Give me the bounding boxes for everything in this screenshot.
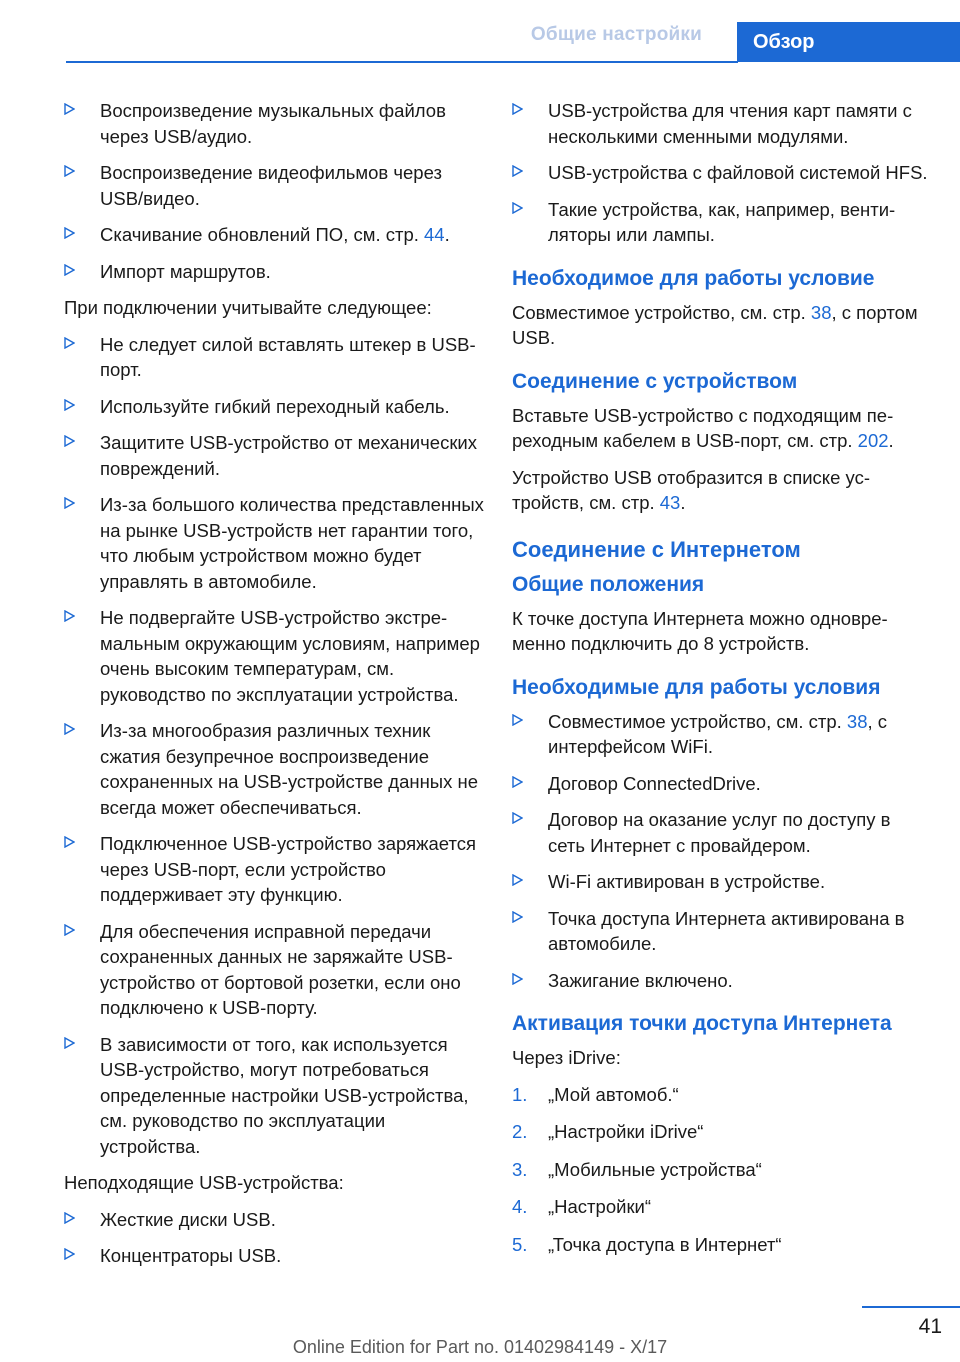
- bullet-triangle-icon: [64, 399, 75, 411]
- bullet-triangle-icon: [64, 227, 75, 239]
- page-link[interactable]: 43: [659, 492, 681, 513]
- paragraph-text: Вставьте USB-устройство с подходящим переходным кабелем в USB-порт, см. стр.: [512, 404, 894, 451]
- list-item: [64, 605, 484, 707]
- paragraph-text: .: [888, 430, 894, 451]
- section-title: Общие настройки: [530, 24, 702, 45]
- bullet-triangle-icon: [64, 723, 75, 735]
- page-header: [0, 0, 960, 62]
- page-link[interactable]: 38: [810, 301, 832, 323]
- list-item: [64, 718, 484, 820]
- list-item: [64, 332, 484, 383]
- page-link[interactable]: 44: [424, 224, 445, 245]
- paragraph-text: Устройство USB отобразится в списке устройств, см. стр.: [512, 466, 871, 513]
- paragraph-text: Совместимое устройство, см. стр.: [512, 301, 811, 323]
- step-number: 4.: [512, 1196, 528, 1217]
- page-number: 41: [918, 1315, 942, 1338]
- footer-rule: [862, 1306, 960, 1308]
- list-item-text: Скачивание обновлений ПО, см. стр.: [100, 224, 425, 245]
- bullet-triangle-icon: [64, 1212, 75, 1224]
- bullet-triangle-icon: [512, 812, 523, 824]
- section-heading: Соединение с Интернетом: [512, 536, 801, 562]
- list-item-text: USB-устройства с файловой системой HFS.: [548, 162, 928, 183]
- subheading: Соединение с устройством: [512, 369, 798, 393]
- list-item: [512, 771, 932, 797]
- list-item-text: Концентраторы USB.: [100, 1245, 282, 1266]
- list-item: [64, 222, 484, 248]
- bullet-triangle-icon: [64, 337, 75, 349]
- list-item-text: Из-за большого количества представленных на рынке USB-устройств нет гарантии того, что любым устройством можно будет управлять в автомобиле.: [100, 494, 484, 592]
- list-item-text: Договор ConnectedDrive.: [548, 772, 761, 794]
- paragraph: При подключении учитывайте следующее:: [64, 297, 432, 318]
- list-item-text: Из-за многообразия различных техник сжатия безупречное воспроизведение сохраненных на USB-устройстве данных не всегда может обеспечиваться.: [100, 720, 478, 818]
- bullet-triangle-icon: [512, 973, 523, 985]
- list-item-text: Защитите USB-устройство от механических повреждений.: [100, 432, 478, 479]
- subheading: Необходимое для работы условие: [512, 266, 875, 290]
- list-item: [512, 807, 932, 858]
- bullet-triangle-icon: [512, 911, 523, 923]
- paragraph-text: .: [680, 492, 686, 513]
- paragraph: Неподходящие USB-устройства:: [64, 1172, 344, 1193]
- page-link[interactable]: 38: [846, 710, 868, 732]
- list-item-text: Воспроизведение видеофильмов через USB/видео.: [100, 162, 442, 209]
- page-link[interactable]: 202: [857, 430, 889, 451]
- bullet-triangle-icon: [512, 103, 523, 115]
- list-item: [64, 394, 484, 420]
- list-item-text: Используйте гибкий переходный кабель.: [100, 395, 450, 417]
- bullet-triangle-icon: [64, 165, 75, 177]
- list-item: [512, 968, 932, 994]
- bullet-triangle-icon: [512, 874, 523, 886]
- list-item-text: Воспроизведение музыкальных файлов через USB/аудио.: [100, 100, 446, 147]
- list-item: [64, 259, 484, 285]
- list-item-text: Договор на оказание услуг по доступу в сеть Интернет с провайдером.: [548, 809, 891, 856]
- left-column: [64, 98, 484, 1280]
- bullet-triangle-icon: [64, 610, 75, 622]
- list-item: [64, 1032, 484, 1160]
- subheading: Общие положения: [512, 572, 705, 596]
- list-item: [512, 869, 932, 895]
- list-item-text: Не следует силой вставлять штекер в USB-порт.: [100, 333, 476, 380]
- list-item-text: Совместимое устройство, см. стр.: [548, 710, 847, 732]
- list-item: [512, 709, 932, 760]
- list-item-text: Подключенное USB-устройство заряжается через USB-порт, если устройство поддерживает эту функцию.: [100, 833, 477, 905]
- list-item: [512, 906, 932, 957]
- header-rule: [66, 61, 738, 63]
- step-number: 5.: [512, 1233, 528, 1255]
- bullet-triangle-icon: [64, 1037, 75, 1049]
- bullet-triangle-icon: [64, 836, 75, 848]
- bullet-triangle-icon: [64, 497, 75, 509]
- bullet-triangle-icon: [64, 103, 75, 115]
- list-item: [64, 919, 484, 1021]
- list-item-text: USB-устройства для чтения карт памяти с несколькими сменными модулями.: [548, 100, 912, 147]
- list-item-text: Wi-Fi активирован в устройстве.: [548, 871, 826, 892]
- list-item-text: Зажигание включено.: [548, 969, 733, 991]
- chapter-tab: Обзор: [737, 22, 960, 62]
- step-number: 1.: [512, 1083, 528, 1105]
- right-column: [512, 98, 932, 1269]
- list-item-text: Не подвергайте USB-устройство экстремальным окружающим условиям, например очень высоким температурам, см. руководство по эксплуатации устройства.: [100, 607, 480, 705]
- paragraph-text: , с портом USB.: [512, 301, 918, 348]
- list-item: [64, 160, 484, 211]
- subheading: Активация точки доступа Интернета: [512, 1012, 892, 1035]
- list-item: [512, 197, 932, 248]
- list-item: [512, 160, 932, 186]
- bullet-triangle-icon: [64, 435, 75, 447]
- numbered-step: [512, 1232, 932, 1258]
- list-item: [64, 430, 484, 481]
- paragraph: [512, 300, 932, 351]
- paragraph: Через iDrive:: [512, 1047, 621, 1068]
- list-item: [64, 98, 484, 149]
- list-item-text: Такие устройства, как, например, вентиляторы или лампы.: [548, 198, 896, 245]
- list-item-text: Жесткие диски USB.: [100, 1208, 276, 1230]
- bullet-triangle-icon: [64, 924, 75, 936]
- list-item: [64, 492, 484, 594]
- step-text: „Мой автомоб.“: [548, 1083, 679, 1105]
- list-item: [64, 1207, 484, 1233]
- subheading: Необходимые для работы условия: [512, 675, 881, 699]
- numbered-step: [512, 1082, 932, 1108]
- numbered-step: [512, 1119, 932, 1145]
- list-item: [512, 98, 932, 149]
- step-text: „Настройки iDrive“: [548, 1121, 704, 1142]
- numbered-step: [512, 1194, 932, 1220]
- list-item: [64, 831, 484, 908]
- bullet-triangle-icon: [512, 202, 523, 214]
- bullet-triangle-icon: [512, 714, 523, 726]
- list-item: [64, 1243, 484, 1269]
- paragraph: К точке доступа Интернета можно одновременно подключить до 8 устройств.: [512, 607, 888, 654]
- paragraph: [512, 465, 932, 516]
- bullet-triangle-icon: [64, 1248, 75, 1260]
- numbered-step: [512, 1157, 932, 1183]
- step-text: „Точка доступа в Интернет“: [548, 1233, 782, 1255]
- step-number: 3.: [512, 1158, 528, 1180]
- step-text: „Настройки“: [548, 1196, 652, 1217]
- list-item-text: Точка доступа Интернета активирована в автомобиле.: [548, 907, 905, 954]
- paragraph: [512, 403, 932, 454]
- list-item-text: .: [444, 224, 450, 245]
- step-text: „Мобильные устройства“: [548, 1158, 762, 1180]
- bullet-triangle-icon: [512, 165, 523, 177]
- bullet-triangle-icon: [64, 264, 75, 276]
- list-item-text: Импорт маршрутов.: [100, 260, 271, 282]
- list-item-text: Для обеспечения исправной передачи сохраненных данных не заряжайте USB-устройство от бортовой розетки, если оно подключено к USB-порту.: [100, 920, 461, 1018]
- step-number: 2.: [512, 1121, 528, 1142]
- bullet-triangle-icon: [512, 776, 523, 788]
- list-item-text: В зависимости от того, как используется USB-устройство, могут потребоваться определенные настройки USB-устройства, см. руководство по эксплуатации устройства.: [100, 1033, 469, 1157]
- list-item-text: , с интерфейсом WiFi.: [548, 710, 888, 757]
- edition-footer: Online Edition for Part no. 01402984149 - X/17: [292, 1337, 668, 1357]
